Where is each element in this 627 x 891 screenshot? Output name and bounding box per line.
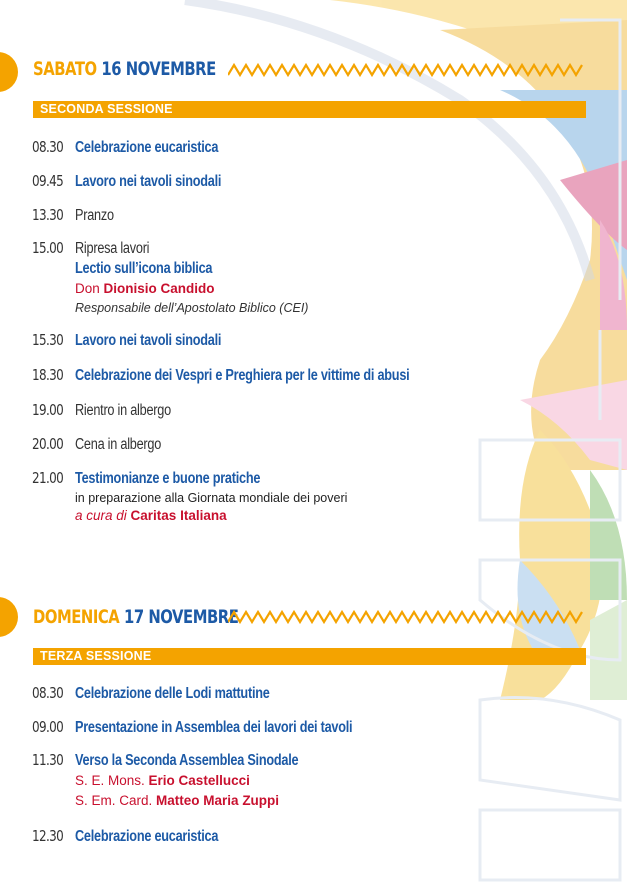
item-time: 18.30 bbox=[32, 366, 64, 384]
session-bar: SECONDA SESSIONE bbox=[33, 101, 586, 118]
item-time: 09.45 bbox=[32, 172, 64, 190]
item-title: Rientro in albergo bbox=[75, 402, 171, 419]
item-title: Celebrazione dei Vespri e Preghiera per le vittime di abusi bbox=[75, 367, 410, 384]
item-time: 08.30 bbox=[32, 684, 64, 702]
session-bar: TERZA SESSIONE bbox=[33, 648, 586, 665]
item-title: Celebrazione delle Lodi mattutine bbox=[75, 685, 270, 702]
section-dot bbox=[0, 52, 18, 92]
item-title: Celebrazione eucaristica bbox=[75, 139, 219, 156]
item-title: Presentazione in Assemblea dei lavori dei tavoli bbox=[75, 719, 353, 736]
item-time: 15.30 bbox=[32, 331, 64, 349]
organizer-name: Caritas Italiana bbox=[130, 508, 227, 523]
speaker-name: Erio Castellucci bbox=[148, 773, 250, 788]
item-note: in preparazione alla Giornata mondiale dei poveri bbox=[75, 491, 348, 505]
item-time: 20.00 bbox=[32, 435, 64, 453]
organizer bbox=[75, 507, 595, 525]
item-title: Ripresa lavori bbox=[75, 240, 150, 257]
item-time: 19.00 bbox=[32, 401, 64, 419]
speaker-role: Responsabile dell’Apostolato Biblico (CEI) bbox=[75, 301, 309, 315]
item-time: 11.30 bbox=[32, 751, 64, 769]
day-word: DOMENICA bbox=[33, 606, 120, 628]
day-title-saturday bbox=[33, 58, 216, 80]
item-title: Cena in albergo bbox=[75, 436, 162, 453]
item-title: Celebrazione eucaristica bbox=[75, 828, 219, 845]
organizer-prefix: a cura di bbox=[75, 508, 127, 523]
item-title: Pranzo bbox=[75, 207, 114, 224]
day-date: 16 NOVEMBRE bbox=[101, 58, 216, 80]
day-word: SABATO bbox=[33, 58, 97, 80]
item-time: 09.00 bbox=[32, 718, 64, 736]
day-date: 17 NOVEMBRE bbox=[123, 606, 239, 628]
zigzag-divider bbox=[228, 609, 586, 625]
item-title: Lavoro nei tavoli sinodali bbox=[75, 173, 222, 190]
speaker bbox=[75, 791, 595, 811]
section-dot bbox=[0, 597, 18, 637]
item-title: Testimonianze e buone pratiche bbox=[75, 470, 261, 487]
item-title: Lavoro nei tavoli sinodali bbox=[75, 332, 222, 349]
speaker-name: Matteo Maria Zuppi bbox=[156, 793, 280, 808]
item-time: 12.30 bbox=[32, 827, 64, 845]
speaker-title: Don bbox=[75, 281, 100, 296]
item-title: Verso la Seconda Assemblea Sinodale bbox=[75, 752, 299, 769]
item-subtitle: Lectio sull’icona biblica bbox=[75, 260, 213, 277]
item-time: 08.30 bbox=[32, 138, 64, 156]
item-time: 21.00 bbox=[32, 469, 64, 487]
speaker bbox=[75, 771, 595, 791]
speaker-name: Dionisio Candido bbox=[103, 281, 215, 296]
item-time: 15.00 bbox=[32, 239, 64, 257]
speaker-title: S. E. Mons. bbox=[75, 773, 145, 788]
day-title-sunday bbox=[33, 606, 238, 628]
speaker-title: S. Em. Card. bbox=[75, 793, 153, 808]
zigzag-divider bbox=[228, 62, 586, 78]
speaker bbox=[75, 279, 595, 299]
item-time: 13.30 bbox=[32, 206, 64, 224]
